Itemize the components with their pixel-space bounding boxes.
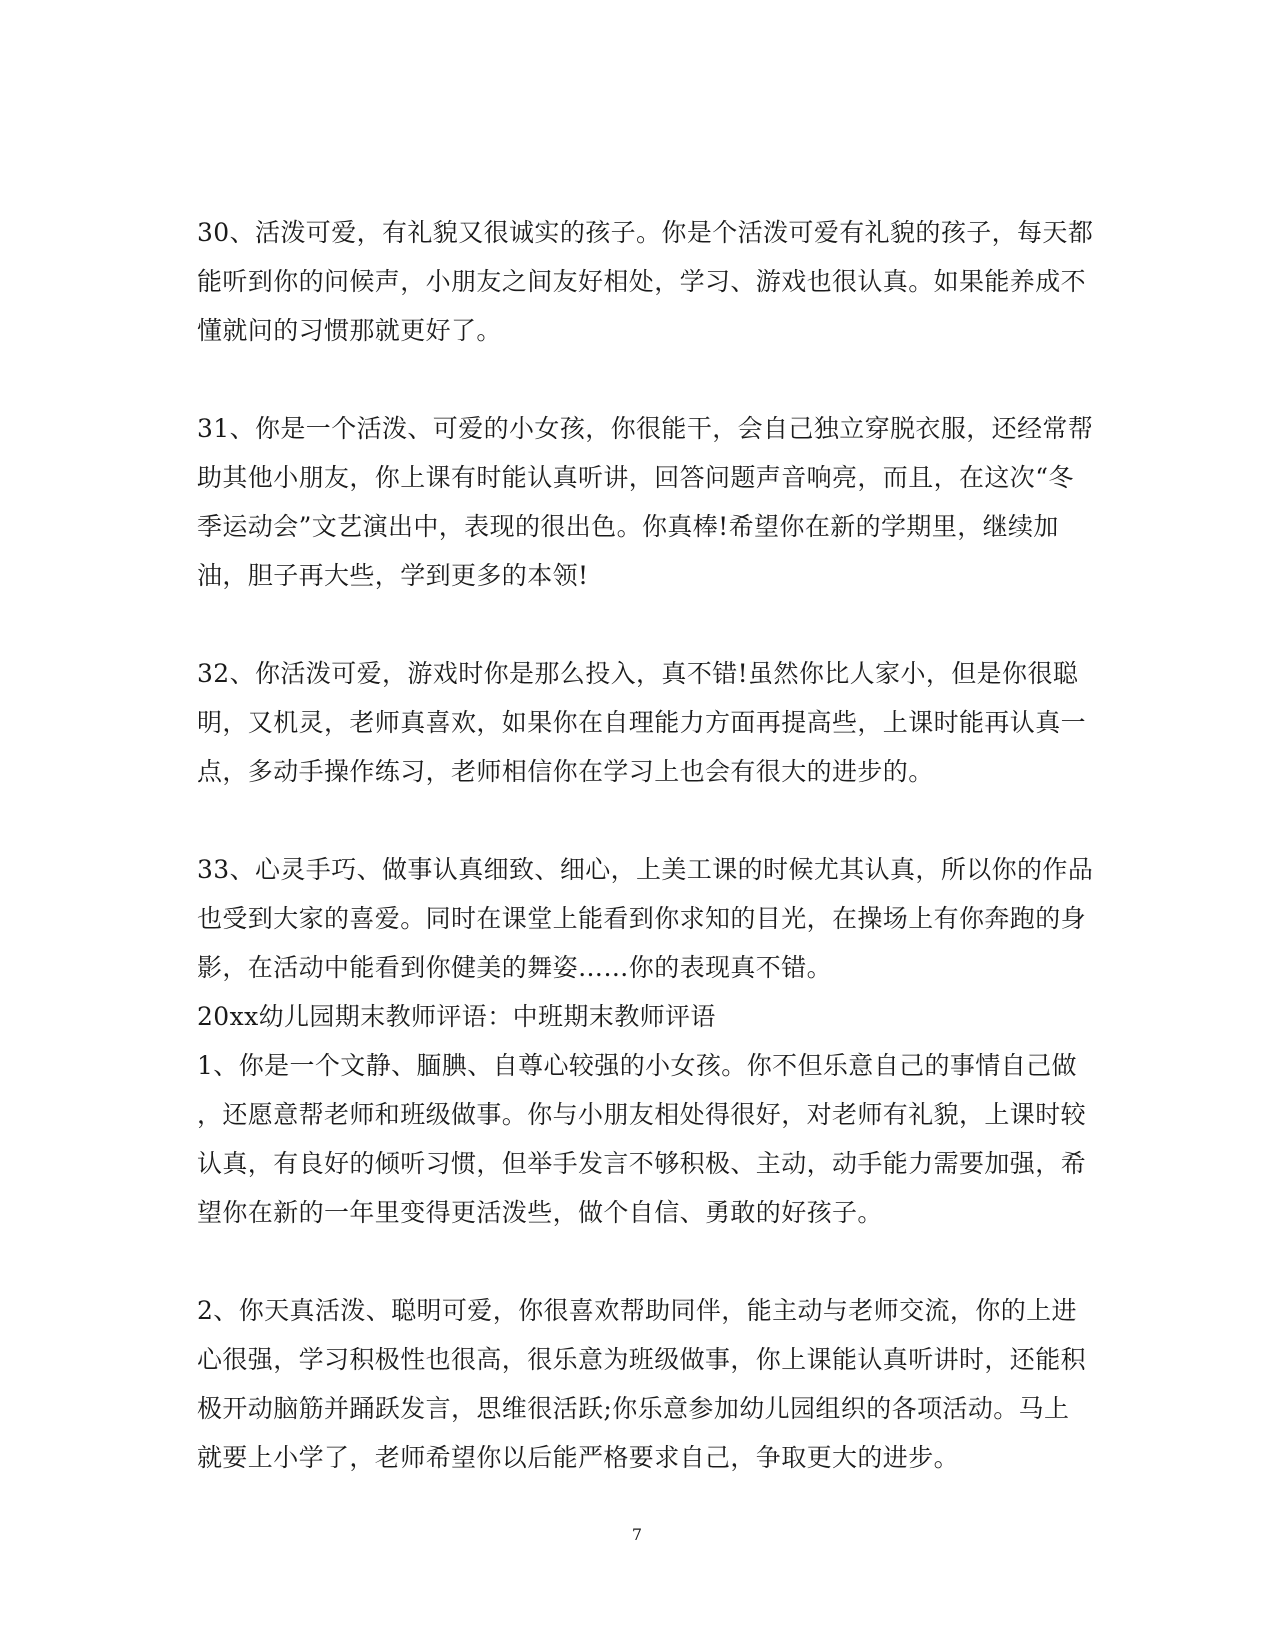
text-line: 影，在活动中能看到你健美的舞姿……你的表现真不错。 — [197, 953, 833, 982]
page-number: 7 — [631, 1525, 643, 1544]
text-line: 点，多动手操作练习，老师相信你在学习上也会有很大的进步的。 — [197, 757, 934, 786]
text-line: 33、心灵手巧、做事认真细致、细心，上美工课的时候尤其认真，所以你的作品 — [197, 855, 1094, 884]
text-line: ，还愿意帮老师和班级做事。你与小朋友相处得很好，对老师有礼貌，上课时较 — [197, 1100, 1087, 1129]
text-line: 31、你是一个活泼、可爱的小女孩，你很能干，会自己独立穿脱衣服，还经常帮 — [197, 414, 1094, 443]
text-line: 明，又机灵，老师真喜欢，如果你在自理能力方面再提高些，上课时能再认真一 — [197, 708, 1087, 737]
paragraph-gap — [197, 600, 1077, 649]
text-line: 认真，有良好的倾听习惯，但举手发言不够积极、主动，动手能力需要加强，希 — [197, 1149, 1087, 1178]
text-line: 2、你天真活泼、聪明可爱，你很喜欢帮助同伴，能主动与老师交流，你的上进 — [197, 1296, 1077, 1325]
document-body — [197, 208, 1094, 1482]
section-heading — [197, 992, 1077, 1041]
section-heading-text: 20xx幼儿园期末教师评语：中班期末教师评语 — [197, 1002, 716, 1031]
paragraph-comment-33 — [197, 845, 1094, 992]
text-line: 懂就问的习惯那就更好了。 — [197, 316, 502, 345]
paragraph-comment-2 — [197, 1286, 1087, 1482]
text-line: 助其他小朋友，你上课有时能认真听讲，回答问题声音响亮，而且，在这次“冬 — [197, 463, 1074, 492]
paragraph-comment-1 — [197, 1041, 1087, 1237]
paragraph-comment-32 — [197, 649, 1087, 796]
paragraph-gap — [197, 1237, 1077, 1286]
text-line: 望你在新的一年里变得更活泼些，做个自信、勇敢的好孩子。 — [197, 1198, 883, 1227]
text-line: 32、你活泼可爱，游戏时你是那么投入，真不错!虽然你比人家小，但是你很聪 — [197, 659, 1079, 688]
text-line: 油，胆子再大些，学到更多的本领! — [197, 561, 589, 590]
text-line: 季运动会”文艺演出中，表现的很出色。你真棒!希望你在新的学期里，继续加 — [197, 512, 1059, 541]
text-line: 1、你是一个文静、腼腆、自尊心较强的小女孩。你不但乐意自己的事情自己做 — [197, 1051, 1077, 1080]
text-line: 30、活泼可爱，有礼貌又很诚实的孩子。你是个活泼可爱有礼貌的孩子，每天都 — [197, 218, 1094, 247]
text-line: 也受到大家的喜爱。同时在课堂上能看到你求知的目光，在操场上有你奔跑的身 — [197, 904, 1087, 933]
text-line: 心很强，学习积极性也很高，很乐意为班级做事，你上课能认真听讲时，还能积 — [197, 1345, 1087, 1374]
paragraph-gap — [197, 796, 1077, 845]
text-line: 就要上小学了，老师希望你以后能严格要求自己，争取更大的进步。 — [197, 1443, 960, 1472]
text-line: 能听到你的问候声，小朋友之间友好相处，学习、游戏也很认真。如果能养成不 — [197, 267, 1087, 296]
paragraph-comment-30 — [197, 208, 1094, 355]
paragraph-gap — [197, 355, 1077, 404]
text-line: 极开动脑筋并踊跃发言，思维很活跃;你乐意参加幼儿园组织的各项活动。马上 — [197, 1394, 1070, 1423]
paragraph-comment-31 — [197, 404, 1094, 600]
